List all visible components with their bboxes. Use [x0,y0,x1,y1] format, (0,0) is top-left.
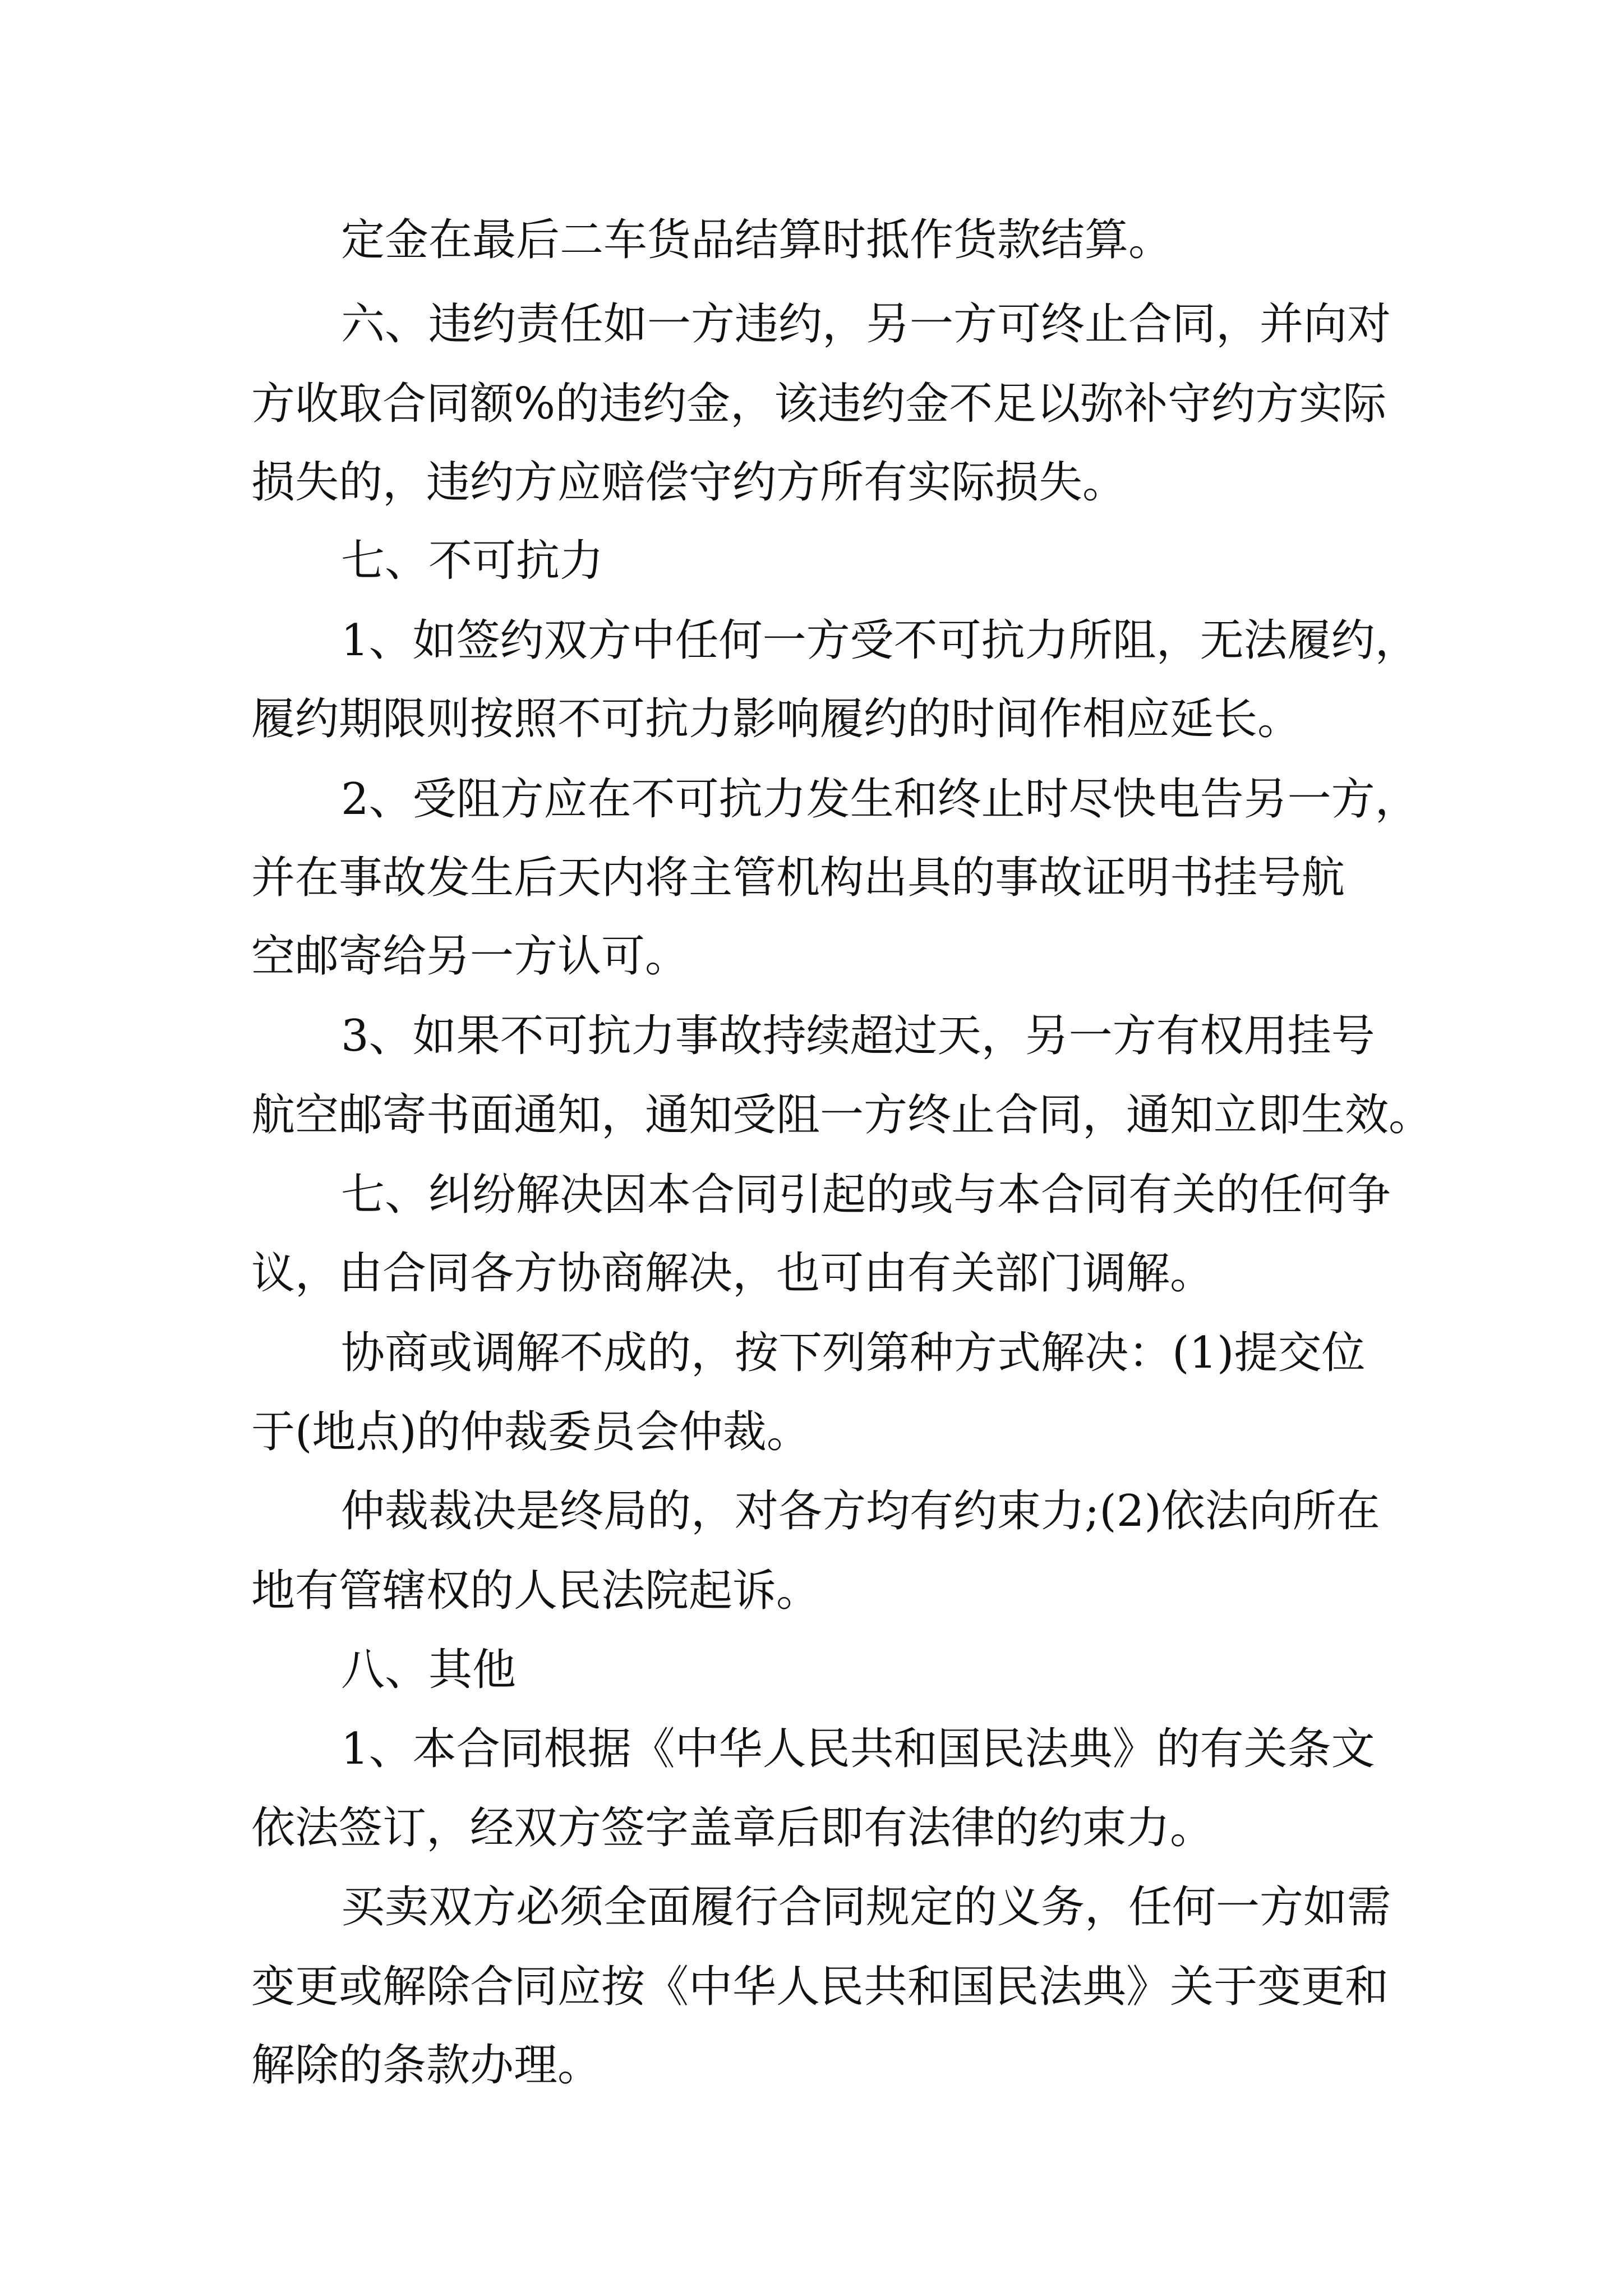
text-line: 于(地点)的仲裁委员会仲裁。 [251,1407,810,1457]
text-line: 依法签订，经双方签字盖章后即有法律的约束力。 [251,1803,1214,1853]
text-line: 并在事故发生后天内将主管机构出具的事故证明书挂号航 [251,853,1345,903]
text-line: 仲裁裁决是终局的，对各方均有约束力;(2)依法向所在 [341,1486,1380,1536]
text-line: 空邮寄给另一方认可。 [251,931,689,982]
text-line: 六、违约责任如一方违约，另一方可终止合同，并向对 [341,299,1391,349]
text-line: 买卖双方必须全面履行合同规定的义务，任何一方如需 [341,1882,1391,1932]
text-line: 议，由合同各方协商解决，也可由有关部门调解。 [251,1248,1214,1299]
text-line: 1、本合同根据《中华人民共和国民法典》的有关条文 [341,1724,1375,1774]
text-line: 损失的，违约方应赔偿守约方所有实际损失。 [251,457,1127,508]
text-line: 地有管辖权的人民法院起诉。 [251,1566,820,1616]
text-line: 协商或调解不成的，按下列第种方式解决：(1)提交位 [341,1328,1366,1378]
text-line: 解除的条款办理。 [251,2040,602,2091]
text-line: 履约期限则按照不可抗力影响履约的时间作相应延长。 [251,694,1302,744]
text-line: 2、受阻方应在不可抗力发生和终止时尽快电告另一方， [341,774,1419,825]
text-line: 七、纠纷解决因本合同引起的或与本合同有关的任何争 [341,1170,1391,1220]
text-line: 变更或解除合同应按《中华人民共和国民法典》关于变更和 [251,1962,1389,2012]
text-line: 航空邮寄书面通知，通知受阻一方终止合同，通知立即生效。 [251,1090,1433,1140]
text-line: 3、如果不可抗力事故持续超过天，另一方有权用挂号 [341,1011,1375,1061]
text-line: 八、其他 [341,1645,517,1695]
text-line: 定金在最后二车货品结算时抵作货款结算。 [341,215,1173,265]
text-line: 方收取合同额%的违约金，该违约金不足以弥补守约方实际 [251,379,1387,429]
text-line: 1、如签约双方中任何一方受不可抗力所阻，无法履约， [341,615,1419,666]
text-line: 七、不可抗力 [341,536,604,586]
